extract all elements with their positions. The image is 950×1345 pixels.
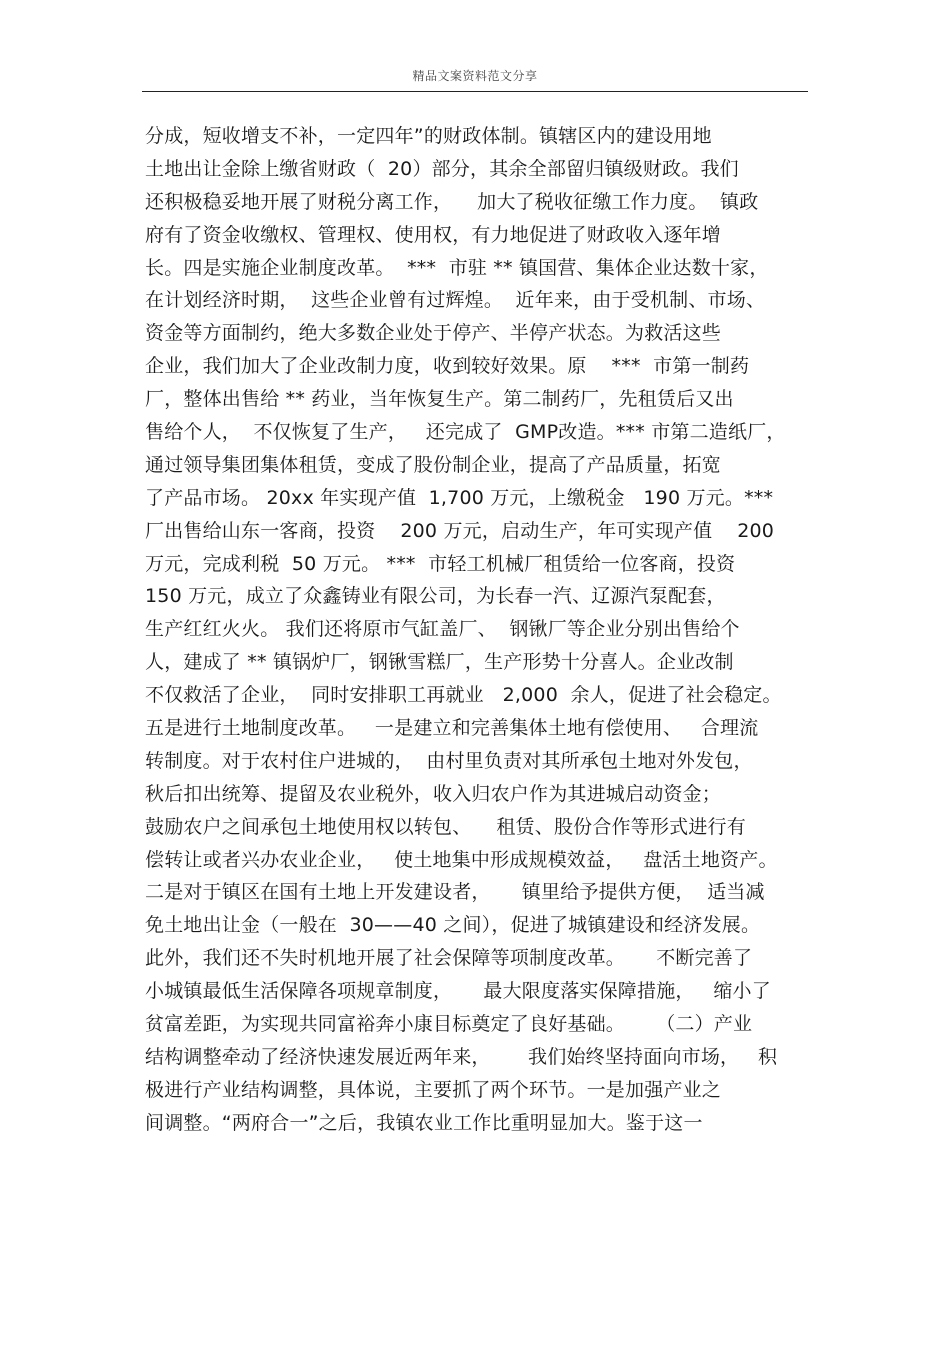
- body-line: 二是对于镇区在国有土地上开发建设者， 镇里给予提供方便， 适当减: [145, 881, 765, 904]
- body-line: 售给个人， 不仅恢复了生产， 还完成了 GMP改造。*** 市第二造纸厂，: [145, 421, 786, 444]
- body-line: 了产品市场。 20xx 年实现产值 1,700 万元，上缴税金 190 万元。***: [145, 486, 774, 509]
- body-line: 间调整。“两府合一”之后，我镇农业工作比重明显加大。鉴于这一: [145, 1111, 703, 1134]
- body-line: 长。四是实施企业制度改革。 *** 市驻 ** 镇国营、集体企业达数十家，: [145, 256, 769, 279]
- body-line: 人，建成了 ** 镇锅炉厂，钢锹雪糕厂，生产形势十分喜人。企业改制: [145, 651, 734, 674]
- body-line: 小城镇最低生活保障各项规章制度， 最大限度落实保障措施， 缩小了: [145, 980, 771, 1003]
- body-line: 不仅救活了企业， 同时安排职工再就业 2,000 余人，促进了社会稳定。: [145, 684, 782, 707]
- body-line: 五是进行土地制度改革。 一是建立和完善集体土地有偿使用、 合理流: [145, 717, 759, 740]
- document-body: [145, 120, 815, 1140]
- body-line: 贫富差距，为实现共同富裕奔小康目标奠定了良好基础。 （二）产业: [145, 1013, 753, 1036]
- body-line: 通过领导集团集体租赁，变成了股份制企业，提高了产品质量，拓宽: [145, 453, 722, 476]
- body-line: 转制度。对于农村住户进城的， 由村里负责对其所承包土地对外发包，: [145, 749, 753, 772]
- page-header-title: 精品文案资料范文分享: [412, 69, 538, 83]
- body-line: 还积极稳妥地开展了财税分离工作， 加大了税收征缴工作力度。 镇政: [145, 190, 759, 213]
- body-line: 鼓励农户之间承包土地使用权以转包、 租赁、股份合作等形式进行有: [145, 815, 746, 838]
- body-line: 150 万元，成立了众鑫铸业有限公司，为长春一汽、辽源汽泵配套，: [145, 585, 726, 608]
- body-line: 生产红红火火。 我们还将原市气缸盖厂、 钢锹厂等企业分别出售给个: [145, 618, 740, 641]
- body-line: 资金等方面制约，绝大多数企业处于停产、半停产状态。为救活这些: [145, 322, 722, 345]
- body-line: 企业，我们加大了企业改制力度，收到较好效果。原 *** 市第一制药: [145, 355, 750, 378]
- header-divider: [142, 91, 808, 92]
- body-line: 结构调整牵动了经济快速发展近两年来， 我们始终坚持面向市场， 积: [145, 1045, 778, 1068]
- body-line: 分成，短收增支不补，一定四年”的财政体制。镇辖区内的建设用地: [145, 125, 712, 147]
- body-line: 厂出售给山东一客商，投资 200 万元，启动生产，年可实现产值 200: [145, 519, 775, 542]
- body-line: 万元，完成利税 50 万元。 *** 市轻工机械厂租赁给一位客商，投资: [145, 552, 736, 575]
- body-line: 府有了资金收缴权、管理权、使用权，有力地促进了财政收入逐年增: [145, 223, 722, 246]
- body-line: 秋后扣出统筹、提留及农业税外，收入归农户作为其进城启动资金；: [145, 782, 722, 805]
- body-line: 此外，我们还不失时机地开展了社会保障等项制度改革。 不断完善了: [145, 947, 753, 970]
- body-line: 极进行产业结构调整，具体说，主要抓了两个环节。一是加强产业之: [145, 1078, 722, 1101]
- body-line: 免土地出让金（一般在 30——40 之间），促进了城镇建设和经济发展。: [145, 914, 761, 937]
- body-line: 厂，整体出售给 ** 药业，当年恢复生产。第二制药厂，先租赁后又出: [145, 388, 734, 411]
- body-line: 在计划经济时期， 这些企业曾有过辉煌。 近年来，由于受机制、市场、: [145, 289, 766, 312]
- body-line: 土地出让金除上缴省财政（ 20）部分，其余全部留归镇级财政。我们: [145, 157, 739, 180]
- body-line: 偿转让或者兴办农业企业， 使土地集中形成规模效益， 盘活土地资产。: [145, 848, 778, 871]
